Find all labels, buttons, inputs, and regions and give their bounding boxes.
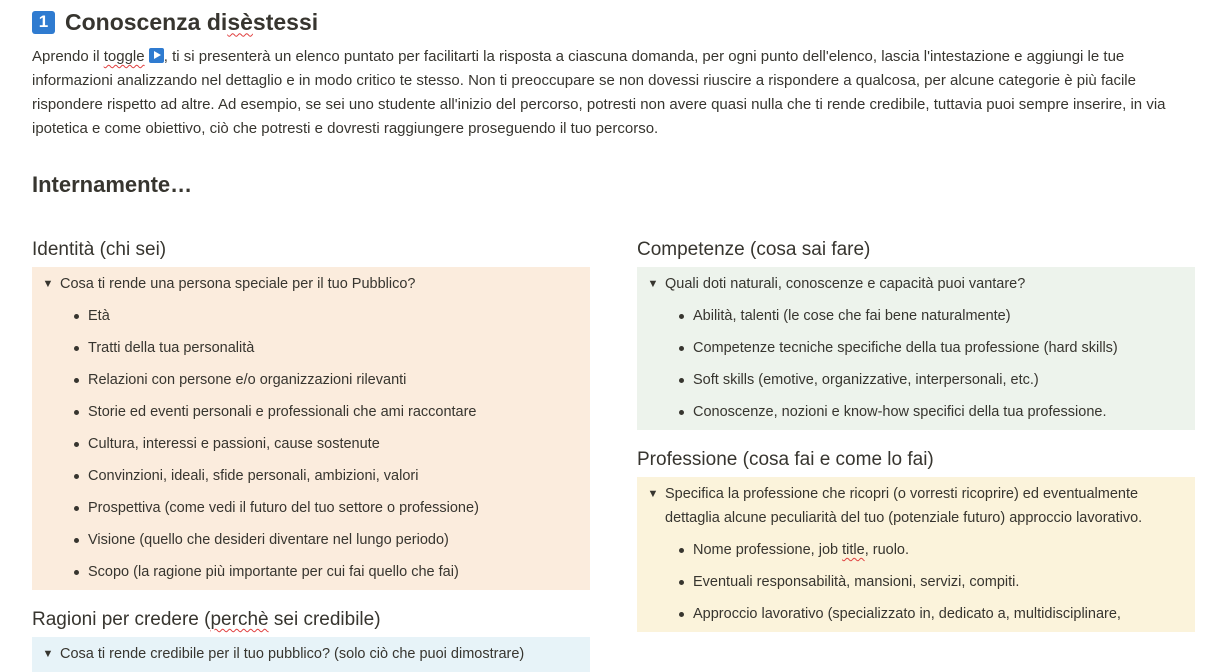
- right-column: [637, 236, 1195, 632]
- spacer: [637, 430, 1195, 446]
- item1-squiggle: title: [842, 542, 865, 558]
- identita-heading: Identità (chi sei): [32, 239, 167, 260]
- list-item-text: Età: [88, 308, 110, 324]
- intro-paragraph: [32, 45, 1194, 141]
- competenze-heading: Competenze (cosa sai fare): [637, 239, 871, 260]
- competenze-callout: [637, 267, 1195, 430]
- list-item-text: Competenze tecniche specifiche della tua professione (hard skills): [693, 340, 1118, 356]
- list-item: [637, 332, 1195, 364]
- list-item: [32, 396, 590, 428]
- toggle-label: Specifica la professione che ricopri (o vorresti ricoprire) ed eventualmente dettaglia alcune peculiarità del tuo (potenziale futuro) approccio lavorativo.: [665, 486, 1143, 526]
- toggle-triangle-icon[interactable]: ▼: [42, 648, 54, 660]
- keycap-one-icon: 1: [32, 11, 55, 34]
- toggle-triangle-icon[interactable]: ▼: [647, 278, 659, 290]
- list-item-text: Cultura, interessi e passioni, cause sostenute: [88, 436, 380, 452]
- list-item-text: Relazioni con persone e/o organizzazioni rilevanti: [88, 372, 407, 388]
- title-text-after: stessi: [252, 8, 319, 35]
- bullet-icon: [669, 368, 693, 383]
- toggle-triangle-icon[interactable]: ▼: [647, 488, 659, 500]
- list-item: [637, 534, 1195, 566]
- toggle-label: Quali doti naturali, conoscenze e capacità puoi vantare?: [665, 276, 1026, 292]
- ragioni-heading-squiggle: perchè: [210, 609, 269, 630]
- list-item-text: Storie ed eventi personali e professionali che ami raccontare: [88, 404, 477, 420]
- list-item-text: Soft skills (emotive, organizzative, interpersonali, etc.): [693, 372, 1039, 388]
- toggle-label: Cosa ti rende credibile per il tuo pubblico? (solo ciò che puoi dimostrare): [60, 646, 525, 662]
- ragioni-callout: [32, 637, 590, 672]
- list-item: [637, 364, 1195, 396]
- bullet-icon: [669, 304, 693, 319]
- list-item: [637, 300, 1195, 332]
- play-icon: [149, 48, 164, 63]
- list-item: [637, 598, 1195, 630]
- ragioni-toggle[interactable]: [32, 639, 590, 670]
- list-item-text: Tratti della tua personalità: [88, 340, 255, 356]
- list-item: [637, 396, 1195, 428]
- bullet-icon: [64, 528, 88, 543]
- list-item-text: Prospettiva (come vedi il futuro del tuo settore o professione): [88, 500, 479, 516]
- list-item-text: Approccio lavorativo (specializzato in, dedicato a, multidisciplinare,: [693, 606, 1121, 622]
- bullet-icon: [64, 464, 88, 479]
- page-title: [32, 8, 318, 36]
- list-item-text: Convinzioni, ideali, sfide personali, ambizioni, valori: [88, 468, 419, 484]
- toggle-triangle-icon[interactable]: ▼: [42, 278, 54, 290]
- bullet-icon: [669, 336, 693, 351]
- title-text-before: Conoscenza di: [65, 8, 228, 35]
- bullet-icon: [64, 304, 88, 319]
- left-column: [32, 236, 590, 672]
- list-item-text: Visione (quello che desideri diventare nel lungo periodo): [88, 532, 449, 548]
- list-item: [32, 332, 590, 364]
- intro-part2: , ti si presenterà un elenco puntato per facilitarti la risposta a ciascuna domanda, per ogni punto dell'elenco, lascia l'intestazione e aggiungi le tue informazioni analizzando nel dettaglio e in modo critico te stesso. Non ti preoccupare se non dovessi riuscire a rispondere a qualcosa, per alcune categorie è più facile rispondere rispetto ad altre. Ad esempio, se sei uno studente all'inizio del percorso, potresti non avere quasi nulla che ti rende credibile, tuttavia puoi sempre inserire, in via ipotetica e come obiettivo, ciò che potresti e dovresti raggiungere proseguendo il tuo percorso.: [32, 48, 1166, 137]
- intro-part1: Aprendo il: [32, 48, 104, 65]
- item1-before: Nome professione, job: [693, 542, 843, 558]
- list-item: [32, 492, 590, 524]
- bullet-icon: [669, 570, 693, 585]
- bullet-icon: [669, 538, 693, 553]
- list-item: [637, 566, 1195, 598]
- list-item: [32, 300, 590, 332]
- intro-toggle-word: toggle: [103, 48, 145, 65]
- competenze-toggle[interactable]: [637, 269, 1195, 300]
- list-item-text: Scopo (la ragione più importante per cui fai quello che fai): [88, 564, 459, 580]
- spacer: [32, 590, 590, 606]
- toggle-label: Cosa ti rende una persona speciale per il tuo Pubblico?: [60, 276, 416, 292]
- section-heading: Internamente…: [32, 172, 193, 197]
- identita-callout: [32, 267, 590, 590]
- bullet-icon: [669, 400, 693, 415]
- professione-toggle[interactable]: [637, 479, 1195, 534]
- list-item-text: Eventuali responsabilità, mansioni, servizi, compiti.: [693, 574, 1020, 590]
- list-item-text: [693, 538, 909, 562]
- ragioni-heading-after: sei credibile): [268, 609, 381, 630]
- ragioni-heading: [32, 606, 590, 634]
- ragioni-heading-before: Ragioni per credere (: [32, 609, 211, 630]
- list-item: [32, 364, 590, 396]
- list-item: [32, 524, 590, 556]
- bullet-icon: [669, 602, 693, 617]
- bullet-icon: [64, 496, 88, 511]
- professione-callout: [637, 477, 1195, 632]
- identita-toggle[interactable]: [32, 269, 590, 300]
- bullet-icon: [64, 400, 88, 415]
- item1-after: , ruolo.: [864, 542, 910, 558]
- list-item-text: Conoscenze, nozioni e know-how specifici della tua professione.: [693, 404, 1107, 420]
- bullet-icon: [64, 336, 88, 351]
- bullet-icon: [64, 432, 88, 447]
- professione-heading: Professione (cosa fai e come lo fai): [637, 449, 934, 470]
- title-text-squiggle: sè: [227, 8, 253, 35]
- list-item: [32, 556, 590, 588]
- list-item: [32, 460, 590, 492]
- bullet-icon: [64, 560, 88, 575]
- list-item: [32, 428, 590, 460]
- list-item-text: Abilità, talenti (le cose che fai bene naturalmente): [693, 308, 1011, 324]
- bullet-icon: [64, 368, 88, 383]
